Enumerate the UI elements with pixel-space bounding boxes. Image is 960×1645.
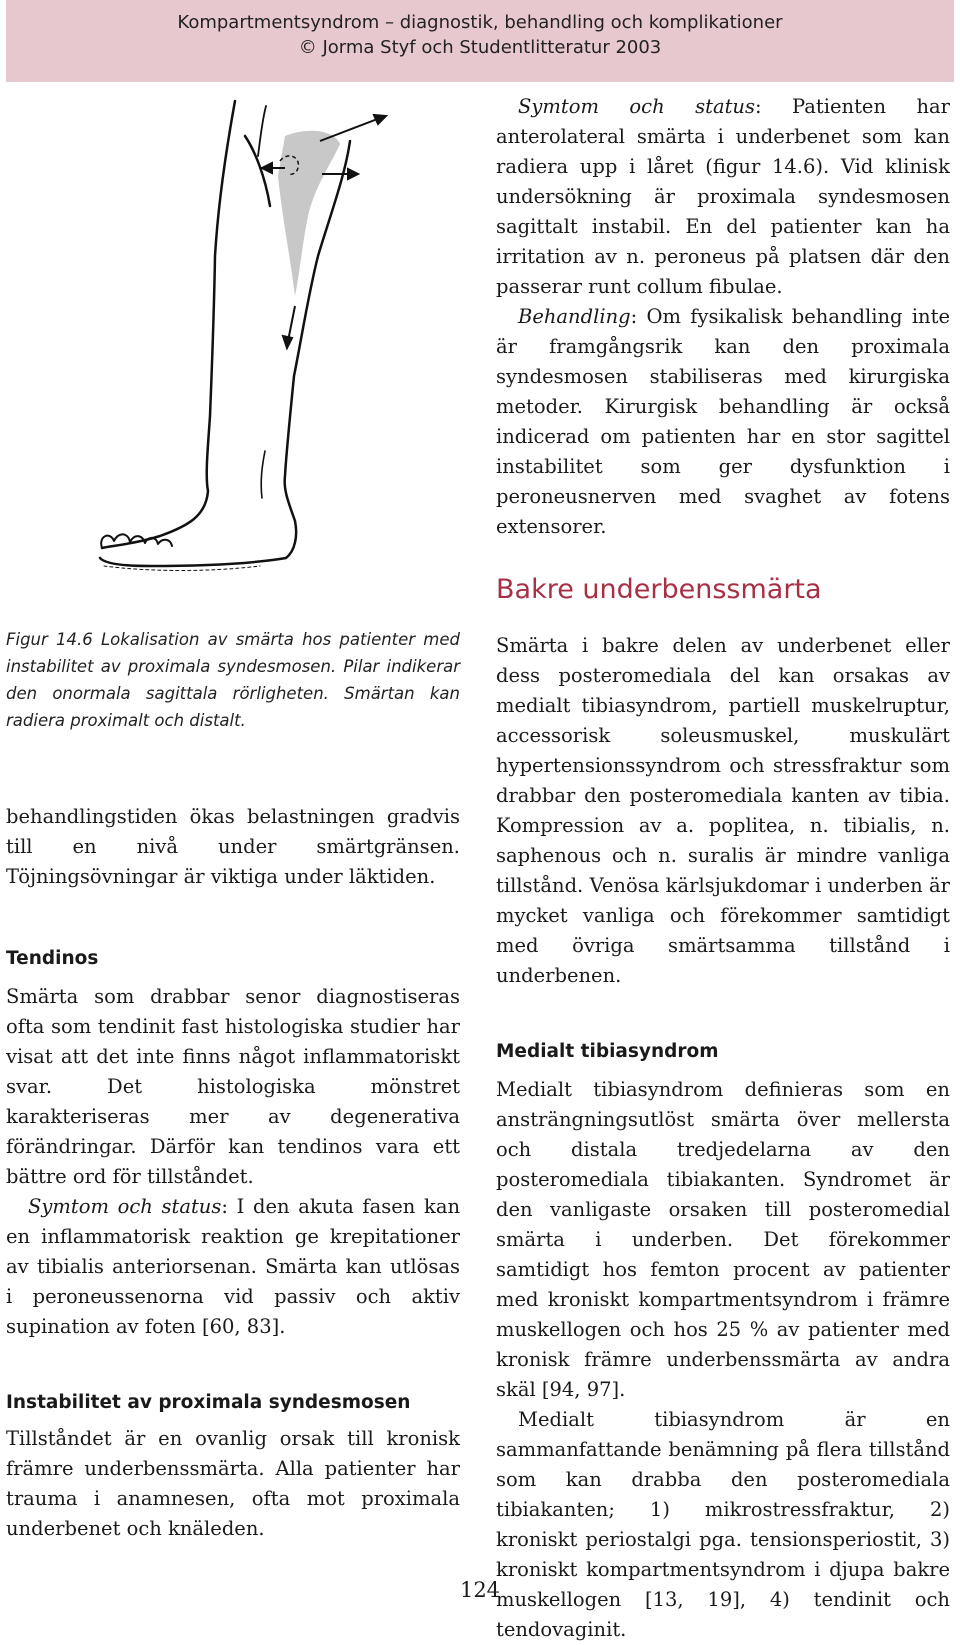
paragraph-tendinos-symtom: Symtom och status: I den akuta fasen kan en inflammatorisk reaktion ge krepitationer av tibialis anteriorsenan. Smärta kan utlösas i peroneussenorna vid passiv och aktiv supination av foten [60, 83]. xyxy=(6,1195,461,1338)
thigh-line xyxy=(258,106,266,156)
right-column-bottom xyxy=(496,631,950,1645)
header-title: Kompartmentsyndrom – diagnostik, behandling och komplikationer xyxy=(177,12,783,33)
paragraph-bakre: Smärta i bakre delen av underbenet eller dess posteromediala del kan orsakas av medialt tibiasyndrom, partiell muskelruptur, accessorisk soleusmuskel, muskulärt hypertensionssyndrom och stressfraktur som drabbar den posteromediala kanten av tibia. Kompression av a. poplitea, n. tibialis, n. saphenous och n. suralis är mindre vanliga tillstånd. Venösa kärlsjukdomar i underben är mycket vanliga och förekommer samtidigt med övriga smärtsamma tillstånd i underbenen. xyxy=(496,634,950,987)
subheading-instabilitet: Instabilitet av proximala syndesmosen xyxy=(6,1392,411,1413)
paragraph-behandling: Behandling: Om fysikalisk behandling inte är framgångsrik kan den proximala syndesmosen stabiliseras med kirurgiska metoder. Kirurgisk behandling är också indicerad om patienten har en stor sagittel instabilitet som ger dysfunktion i peroneusnerven med svaghet av fotens extensorer. xyxy=(496,305,950,538)
running-header xyxy=(6,0,954,82)
paragraph-continued: behandlingstiden ökas belastningen gradvis till en nivå under smärtgränsen. Töjningsövningar är viktiga under läktiden. xyxy=(6,805,460,888)
section-heading-bakre: Bakre underbenssmärta xyxy=(496,574,822,605)
leg-illustration xyxy=(90,96,410,596)
subheading-tendinos: Tendinos xyxy=(6,948,99,969)
subheading-medialt: Medialt tibiasyndrom xyxy=(496,1041,719,1062)
header-copyright: © Jorma Styf och Studentlitteratur 2003 xyxy=(298,37,662,58)
paragraph-medialt-2: Medialt tibiasyndrom är en sammanfattande benämning på flera tillstånd som kan drabba den posteromediala tibiakanten; 1) mikrostressfraktur, 2) kroniskt periostalgi pga. tensionsperiostit, 3) kroniskt kompartmentsyndrom i djupa bakre muskellogen [13, 19], 4) tendinit och tendovaginit. xyxy=(496,1408,950,1641)
figure-caption: Figur 14.6 Lokalisation av smärta hos patienter med instabilitet av proximala syndesmosen. Pilar indikerar den onormala sagittala rörligheten. Smärtan kan radiera proximalt och distalt. xyxy=(6,630,460,730)
page-number: 124 xyxy=(459,1578,501,1602)
leg-outline-left xyxy=(102,101,235,548)
paragraph-instabilitet: Tillståndet är en ovanlig orsak till kronisk främre underbenssmärta. Alla patienter har trauma i anamnesen, ofta mot proximala underbenet och knäleden. xyxy=(6,1427,460,1540)
leg-outline-right xyxy=(100,141,350,566)
paragraph-symtom: Symtom och status: Patienten har anterolateral smärta i underbenet som kan radiera upp i låret (figur 14.6). Vid klinisk undersökning är proximala syndesmosen sagittalt instabil. En del patienter kan ha irritation av n. peroneus på platsen där den passerar runt collum fibulae. xyxy=(496,95,950,298)
left-column xyxy=(6,802,460,1544)
ankle-line xyxy=(261,451,265,498)
right-column-top xyxy=(496,92,950,542)
paragraph-tendinos: Smärta som drabbar senor diagnostiseras ofta som tendinit fast histologiska studier har visat att det inte finns något inflammatoriskt svar. Det histologiska mönstret karakteriseras mer av degenerativa förändringar. Därför kan tendinos vara ett bättre ord för tillståndet. xyxy=(6,985,460,1188)
paragraph-medialt-1: Medialt tibiasyndrom definieras som en ansträngningsutlöst smärta över mellersta och distala tredjedelarna av den posteromediala tibiakanten. Syndromet är den vanligaste orsaken till posteromedial smärta i underben. Det förekommer samtidigt hos femton procent av patienter med kroniskt kompartmentsyndrom i främre muskellogen och hos 25 % av patienter med kronisk främre underbenssmärta av andra skäl [94, 97]. xyxy=(496,1078,950,1401)
